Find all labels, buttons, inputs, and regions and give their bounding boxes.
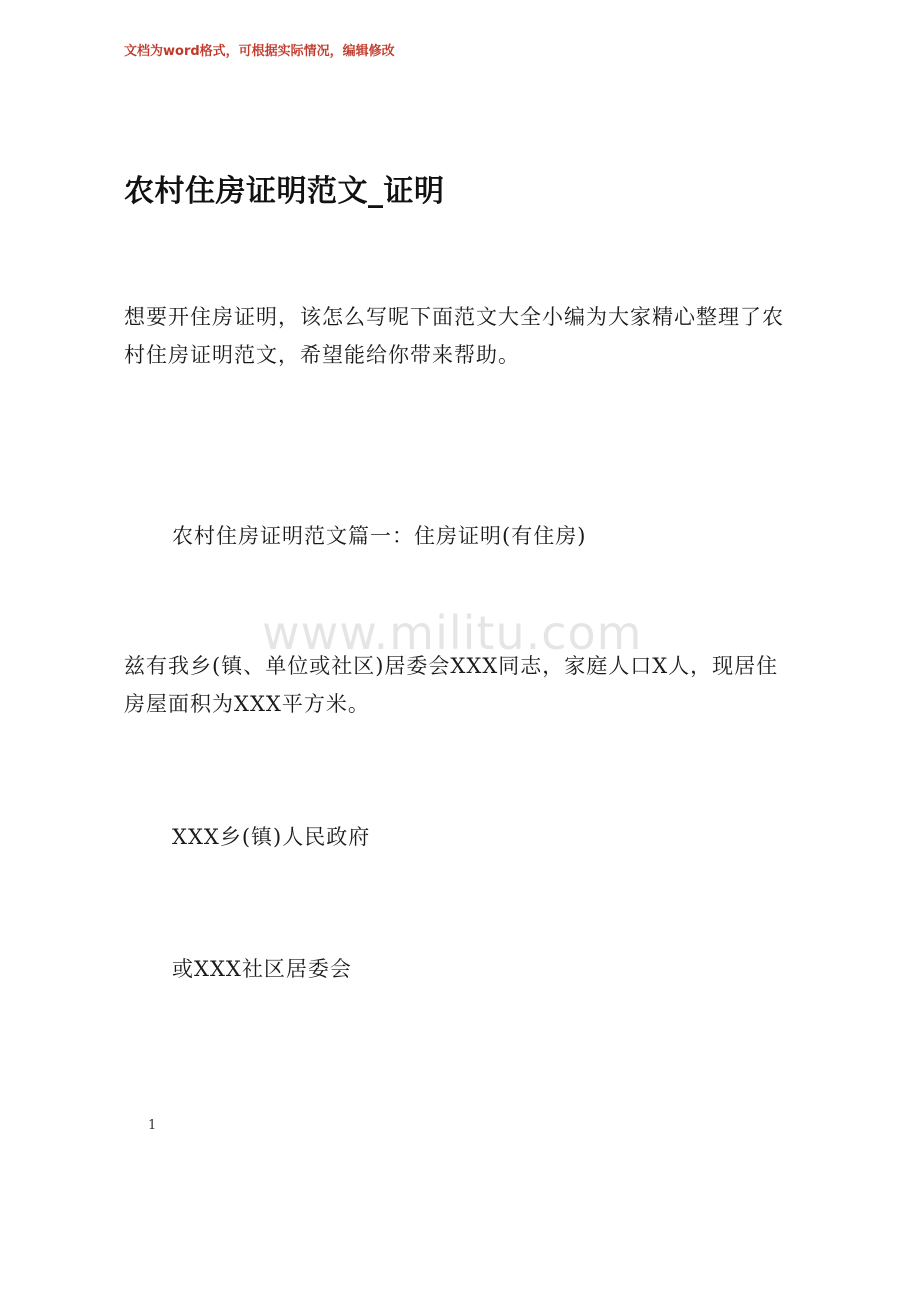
page-number: 1 (148, 1118, 157, 1133)
header-note: 文档为word格式，可根据实际情况，编辑修改 (124, 44, 395, 59)
body-paragraph: 兹有我乡(镇、单位或社区)居委会XXX同志，家庭人口X人，现居住房屋面积为XXX平方米。 (124, 654, 779, 716)
section-heading: 农村住房证明范文篇一：住房证明(有住房) (172, 524, 587, 548)
signature-committee: 或XXX社区居委会 (172, 957, 352, 981)
intro-paragraph: 想要开住房证明，该怎么写呢下面范文大全小编为大家精心整理了农村住房证明范文，希望能给你带来帮助。 (124, 305, 784, 367)
watermark-text: www.militu.com (262, 606, 643, 660)
signature-government: XXX乡(镇)人民政府 (172, 825, 371, 849)
page-title: 农村住房证明范文_证明 (124, 174, 445, 209)
